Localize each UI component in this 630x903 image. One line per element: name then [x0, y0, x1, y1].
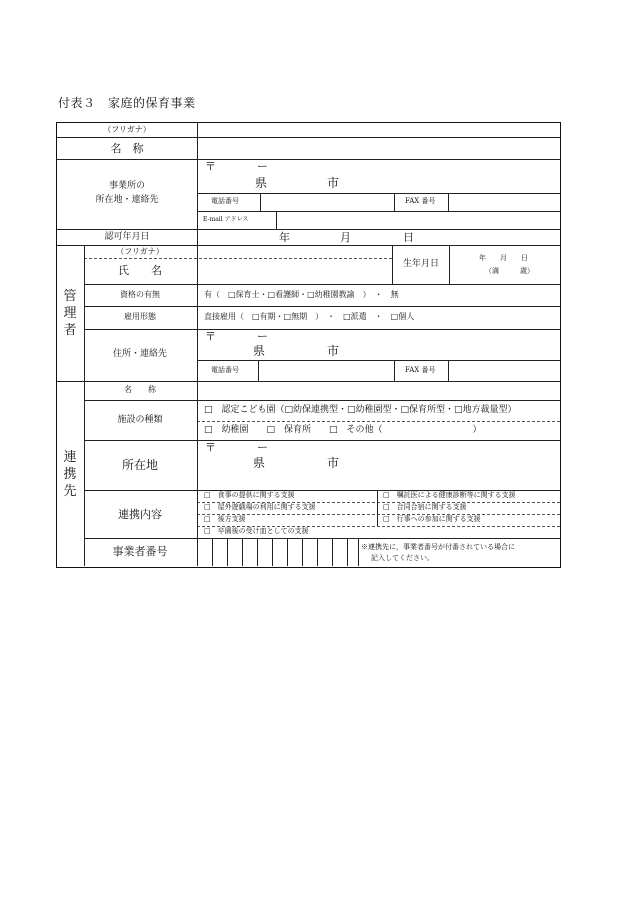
form-title: 付表３ 家庭的保育事業 — [58, 96, 196, 110]
approval-date-label: 認可年月日 — [104, 232, 150, 242]
furigana-label: （フリガナ） — [103, 125, 151, 134]
facility-name-field[interactable] — [198, 138, 560, 158]
row-divider — [84, 440, 560, 441]
qualification-options[interactable]: 有（ □保育士・□看護師・□幼稚園教諭 ） ・ 無 — [204, 290, 399, 299]
row-divider — [84, 284, 560, 285]
facility-type-label: 施設の種類 — [117, 415, 163, 425]
cell-divider — [394, 193, 395, 211]
label-column-divider — [197, 123, 198, 566]
manager-furigana-field[interactable] — [198, 246, 391, 257]
manager-furigana-label: （フリガナ） — [116, 247, 164, 256]
support-item[interactable]: □ 合同合宿に関する支援 — [383, 503, 467, 511]
phone-label: 電話番号 — [211, 197, 239, 205]
prefecture-label: 県 — [255, 176, 268, 190]
support-item[interactable]: □ 後方支援 — [204, 515, 246, 523]
manager-fax-label: FAX 番号 — [405, 366, 436, 374]
row-divider — [84, 329, 560, 330]
row-divider — [84, 400, 560, 401]
qualification-label: 資格の有無 — [120, 290, 160, 299]
partner-location-label: 所在地 — [121, 458, 159, 472]
facility-type-options-1[interactable]: □ 認定こども園（□幼保連携型・□幼稚園型・□保育所型・□地方裁量型） — [204, 405, 517, 415]
employment-options[interactable]: 直接雇用（ □有期・□無期 ） ・ □派遣 ・ □個人 — [204, 312, 415, 321]
content-column-divider — [377, 490, 378, 526]
cell-divider — [449, 245, 450, 284]
manager-prefecture-label: 県 — [253, 344, 266, 358]
partner-side-label: 連 携 先 — [63, 450, 77, 499]
approval-day: 日 — [403, 231, 414, 244]
cell-divider — [394, 360, 395, 381]
office-label-line2: 所在地・連絡先 — [95, 195, 159, 205]
partner-postal-dash: ー — [257, 441, 268, 454]
manager-phone-label: 電話番号 — [211, 366, 239, 374]
manager-name-label: 氏 名 — [118, 264, 162, 277]
support-item[interactable]: □ 嘱託医による健康診断等に関する支援 — [383, 491, 516, 499]
email-field[interactable] — [277, 212, 559, 228]
postal-dash: ー — [257, 160, 268, 173]
manager-phone-field[interactable] — [259, 361, 393, 380]
manager-city-label: 市 — [327, 344, 340, 358]
fax-field[interactable] — [449, 194, 559, 210]
manager-fax-field[interactable] — [449, 361, 559, 380]
birth-ymd: 年 月 日 — [479, 254, 528, 262]
row-divider — [57, 229, 560, 230]
support-item[interactable]: □ 屋外遊戯場の利用に関する支援 — [204, 503, 316, 511]
business-number-field[interactable] — [198, 539, 357, 565]
support-item[interactable]: □ 卒園後の受け皿としての支援 — [204, 527, 309, 535]
fax-label: FAX 番号 — [405, 197, 436, 205]
partner-prefecture-label: 県 — [253, 456, 266, 470]
birth-age: （満 歳） — [485, 267, 534, 275]
manager-side-label: 管 理 者 — [63, 289, 77, 338]
phone-field[interactable] — [261, 194, 393, 210]
digit-box-divider — [358, 538, 359, 566]
partner-name-label: 名 称 — [124, 385, 156, 394]
row-divider — [57, 159, 560, 160]
manager-postal-dash: ー — [257, 330, 268, 343]
facility-type-options-2[interactable]: □ 幼稚園 □ 保育所 □ その他（ ） — [204, 425, 482, 435]
row-divider — [84, 306, 560, 307]
side-column-divider — [84, 245, 85, 566]
postal-mark: 〒 — [205, 160, 216, 173]
support-item[interactable]: □ 行事への参加に関する支援 — [383, 515, 481, 523]
partner-name-field[interactable] — [198, 382, 559, 399]
business-number-note-1: ※連携先に，事業者番号が付番されている場合に — [361, 543, 515, 551]
email-label: E-mail アドレス — [203, 216, 249, 223]
manager-name-field[interactable] — [198, 259, 391, 283]
business-number-note-2: 記入してください。 — [371, 554, 434, 562]
manager-postal-mark: 〒 — [205, 330, 216, 343]
employment-label: 雇用形態 — [124, 312, 156, 321]
approval-month: 月 — [340, 231, 351, 244]
support-item[interactable]: □ 食事の提供に関する支援 — [204, 491, 295, 499]
business-number-label: 事業者番号 — [112, 545, 168, 558]
manager-address-label: 住所・連絡先 — [112, 349, 168, 359]
partner-city-label: 市 — [327, 456, 340, 470]
office-label-line1: 事業所の — [108, 181, 146, 191]
approval-year: 年 — [279, 231, 290, 244]
facility-furigana-field[interactable] — [198, 124, 560, 136]
cell-divider — [392, 245, 393, 284]
birth-date-label: 生年月日 — [402, 259, 440, 269]
city-label: 市 — [327, 176, 340, 190]
facility-name-label: 名 称 — [110, 142, 144, 155]
cooperation-content-label: 連携内容 — [118, 508, 162, 521]
partner-postal-mark: 〒 — [205, 441, 216, 454]
type-divider — [197, 421, 560, 422]
content-divider — [197, 514, 560, 515]
